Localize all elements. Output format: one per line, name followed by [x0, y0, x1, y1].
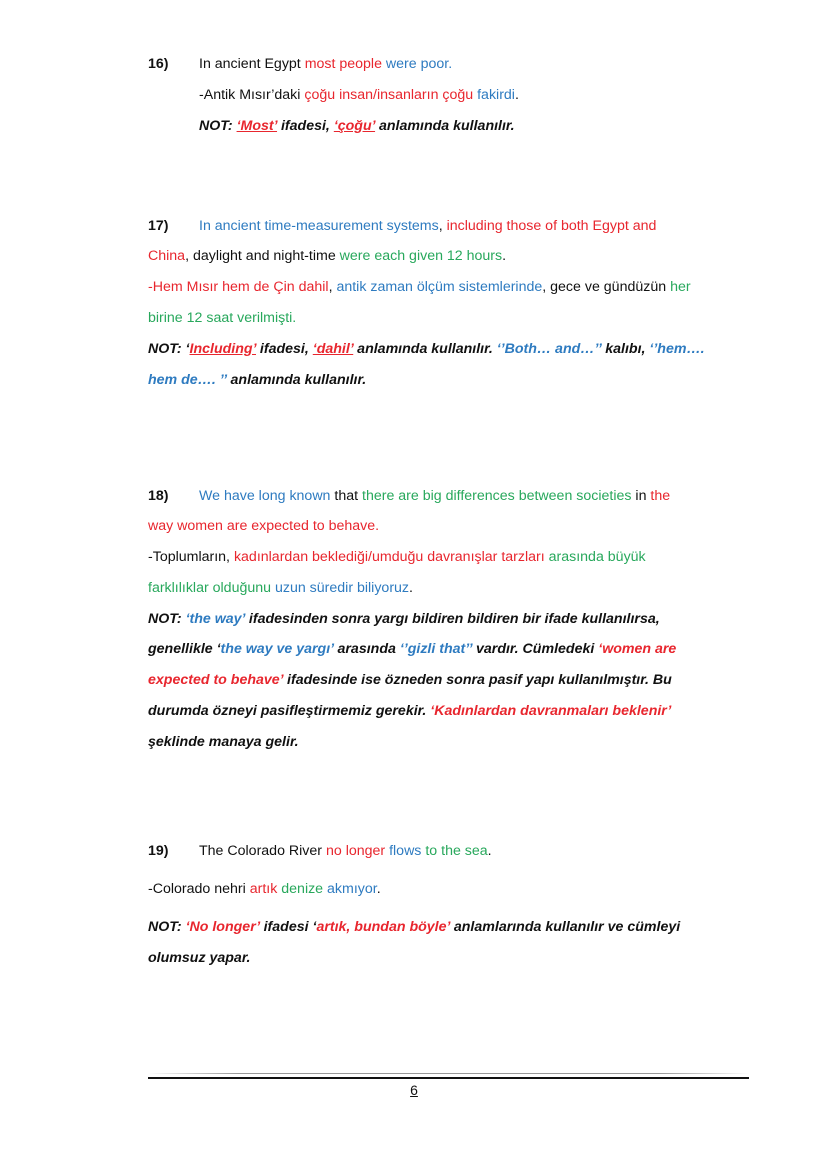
item-17-sentence-line-2 [148, 246, 506, 266]
text-segment: NOT: [148, 611, 186, 627]
text-segment: ‘dahil’ [312, 341, 354, 357]
text-segment: . [502, 248, 507, 264]
item-17-translation-line-1 [148, 277, 691, 297]
item-19-sentence [148, 841, 492, 861]
item-18-sentence-line-2 [148, 516, 379, 536]
item-18-translation-line-2 [148, 578, 413, 598]
text-segment: in [631, 488, 651, 504]
text-segment: her [670, 279, 691, 295]
sentence-text [199, 218, 656, 234]
text-segment: hem de…. ’’ [148, 372, 227, 388]
text-segment: ‘Kadınlardan davranmaları beklenir’ [430, 703, 672, 719]
text-segment: birine 12 saat verilmişti. [148, 310, 297, 326]
text-segment: farklılıklar olduğunu [148, 580, 272, 596]
text-segment: şeklinde manaya gelir. [148, 734, 299, 750]
item-19-note-line-2 [148, 948, 251, 968]
text-segment: . [514, 87, 519, 103]
sentence-text [199, 488, 670, 504]
item-18-sentence-line-1 [148, 486, 670, 506]
text-segment: -Antik Mısır’daki [199, 87, 305, 103]
item-18-note-line-5 [148, 732, 299, 752]
item-17-note-line-1 [148, 339, 705, 359]
text-segment: ifadesi ‘ [259, 919, 317, 935]
item-18-note-line-1 [148, 609, 660, 629]
text-segment: China [148, 248, 186, 264]
page-number: 6 [410, 1082, 418, 1098]
text-segment: , gece ve gündüzün [542, 279, 671, 295]
text-segment: durumda özneyi pasifleştirmemiz gerekir. [148, 703, 431, 719]
text-segment: Including’ [189, 341, 256, 357]
text-segment: NOT: [199, 118, 237, 134]
item-18-translation-line-1 [148, 547, 646, 567]
text-segment: anlamlarında kullanılır ve cümleyi [449, 919, 681, 935]
text-segment: -Colorado nehri [148, 881, 250, 897]
text-segment: were poor. [381, 56, 453, 72]
text-segment: to the sea [421, 843, 488, 859]
text-segment: , daylight and night-time [185, 248, 340, 264]
text-segment: uzun süredir biliyoruz [271, 580, 410, 596]
text-segment: ifadesi, [277, 118, 334, 134]
sentence-text [199, 56, 452, 72]
text-segment: vardır. Cümledeki [472, 641, 599, 657]
text-segment: In ancient Egypt [199, 56, 305, 72]
text-segment: ifadesinde ise özneden sonra pasif yapı kullanılmıştır. Bu [283, 672, 672, 688]
text-segment: there are big differences between societies [362, 488, 632, 504]
text-segment: antik zaman ölçüm sistemlerinde [336, 279, 543, 295]
text-segment: ‘’gizli that’’ [399, 641, 473, 657]
text-segment: , [328, 279, 337, 295]
text-segment: , [438, 218, 447, 234]
text-segment: . [487, 843, 492, 859]
text-segment: artık, bundan böyle’ [316, 919, 450, 935]
item-17-note-line-2 [148, 370, 366, 390]
text-segment: NOT: ‘ [148, 341, 190, 357]
item-16-translation [199, 85, 519, 105]
text-segment: ‘Most’ [236, 118, 278, 134]
item-number: 18) [148, 488, 169, 504]
text-segment: genellikle ‘ [148, 641, 221, 657]
text-segment: -Toplumların, [148, 549, 234, 565]
text-segment: denize [277, 881, 324, 897]
item-17-sentence-line-1 [148, 216, 656, 236]
text-segment: In ancient time-measurement systems [199, 218, 439, 234]
item-16-note [199, 116, 515, 136]
text-segment: anlamında kullanılır. [226, 372, 367, 388]
item-number: 19) [148, 843, 169, 859]
text-segment: . [409, 580, 413, 596]
text-segment: including those of both Egypt and [446, 218, 657, 234]
text-segment: çoğu insan/insanların çoğu [304, 87, 474, 103]
text-segment: NOT: [148, 919, 186, 935]
text-segment: ‘No longer’ [185, 919, 260, 935]
text-segment: fakirdi [473, 87, 515, 103]
text-segment: most people [304, 56, 382, 72]
text-segment: akmıyor [323, 881, 377, 897]
text-segment: kalıbı, [601, 341, 650, 357]
text-segment: olumsuz yapar. [148, 950, 251, 966]
text-segment: were each given 12 hours [339, 248, 503, 264]
text-segment: arasında [333, 641, 400, 657]
text-segment: way women are expected to behave. [148, 518, 380, 534]
text-segment: anlamında kullanılır. [375, 118, 515, 134]
item-number: 16) [148, 56, 169, 72]
text-segment: expected to behave’ [148, 672, 284, 688]
text-segment: ‘’Both… and…’’ [496, 341, 602, 357]
item-18-note-line-4 [148, 701, 671, 721]
text-segment: We have long known [199, 488, 331, 504]
text-segment: the [650, 488, 671, 504]
text-segment: ifadesinden sonra yargı bildiren bildiren bir ifade kullanılırsa, [244, 611, 660, 627]
text-segment: The Colorado River [199, 843, 326, 859]
footer-rule-thick [148, 1077, 749, 1079]
text-segment: . [376, 881, 381, 897]
text-segment: flows [385, 843, 422, 859]
item-18-note-line-3 [148, 670, 672, 690]
item-16-sentence [148, 54, 452, 74]
footer-rule-thin [148, 1073, 749, 1074]
text-segment: the way ve yargı’ [220, 641, 334, 657]
text-segment: ‘women are [598, 641, 677, 657]
text-segment: artık [249, 881, 278, 897]
text-segment: no longer [325, 843, 386, 859]
sentence-text [199, 843, 492, 859]
text-segment: that [330, 488, 363, 504]
text-segment: kadınlardan beklediği/umduğu davranışlar tarzları [233, 549, 545, 565]
text-segment: ifadesi, [255, 341, 313, 357]
text-segment: arasında büyük [544, 549, 646, 565]
item-number: 17) [148, 218, 169, 234]
text-segment: ‘’hem…. [649, 341, 705, 357]
text-segment: ‘çoğu’ [333, 118, 376, 134]
item-17-translation-line-2 [148, 308, 296, 328]
text-segment: anlamında kullanılır. [353, 341, 497, 357]
item-18-note-line-2 [148, 639, 676, 659]
item-19-translation [148, 879, 381, 899]
item-19-note-line-1 [148, 917, 680, 937]
text-segment: -Hem Mısır hem de Çin dahil [148, 279, 329, 295]
text-segment: ‘the way’ [185, 611, 245, 627]
